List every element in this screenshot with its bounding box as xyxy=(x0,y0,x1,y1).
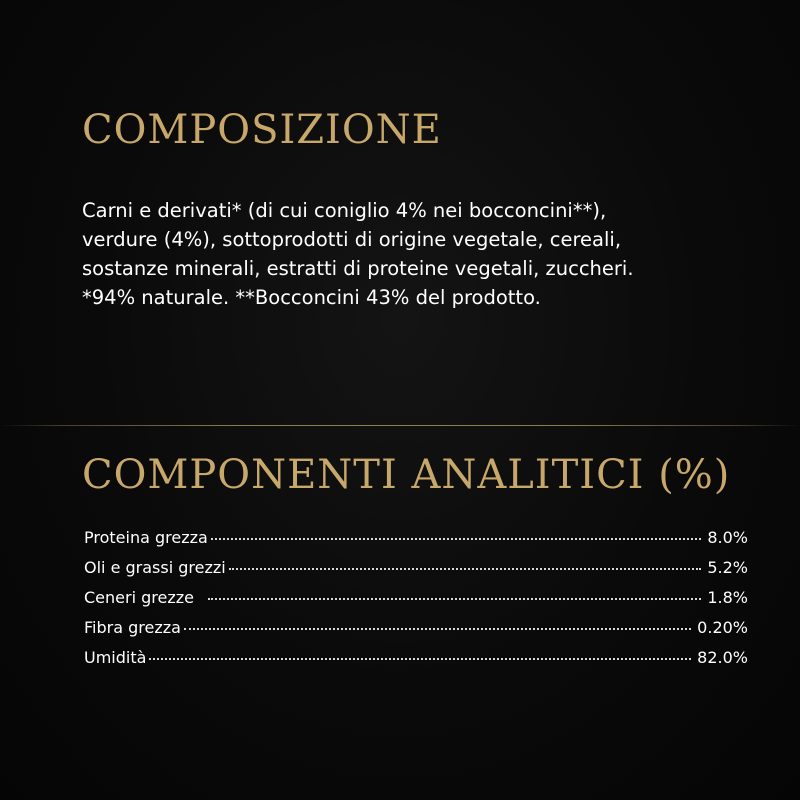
analysis-value: 1.8% xyxy=(707,588,748,607)
analysis-value: 5.2% xyxy=(707,558,748,577)
composition-line: sostanze minerali, estratti di proteine vegetali, zuccheri. xyxy=(82,257,634,280)
dot-leader xyxy=(208,598,701,600)
analysis-row-moisture xyxy=(84,648,748,678)
analysis-label: Oli e grassi grezzi xyxy=(84,558,226,577)
analysis-table xyxy=(84,528,748,678)
analysis-row-ash xyxy=(84,588,748,618)
dot-leader xyxy=(184,628,691,630)
analysis-value: 82.0% xyxy=(697,648,748,667)
analysis-label: Proteina grezza xyxy=(84,528,208,547)
analysis-row-protein xyxy=(84,528,748,558)
analysis-label: Ceneri grezze xyxy=(84,588,194,607)
section-divider xyxy=(0,425,800,426)
dot-leader xyxy=(149,658,691,660)
analysis-value: 8.0% xyxy=(707,528,748,547)
analysis-row-fibre xyxy=(84,618,748,648)
analysis-row-fat xyxy=(84,558,748,588)
analysis-title: COMPONENTI ANALITICI (%) xyxy=(82,452,731,498)
dot-leader xyxy=(211,538,702,540)
analysis-value: 0.20% xyxy=(697,618,748,637)
dot-leader xyxy=(229,568,702,570)
composition-text xyxy=(82,196,722,312)
composition-line: Carni e derivati* (di cui coniglio 4% nei bocconcini**), xyxy=(82,199,607,222)
composition-line: verdure (4%), sottoprodotti di origine vegetale, cereali, xyxy=(82,228,622,251)
analysis-label: Fibra grezza xyxy=(84,618,181,637)
composition-line: *94% naturale. **Bocconcini 43% del prodotto. xyxy=(82,286,541,309)
analysis-label: Umidità xyxy=(84,648,147,667)
composition-title: COMPOSIZIONE xyxy=(82,107,442,153)
